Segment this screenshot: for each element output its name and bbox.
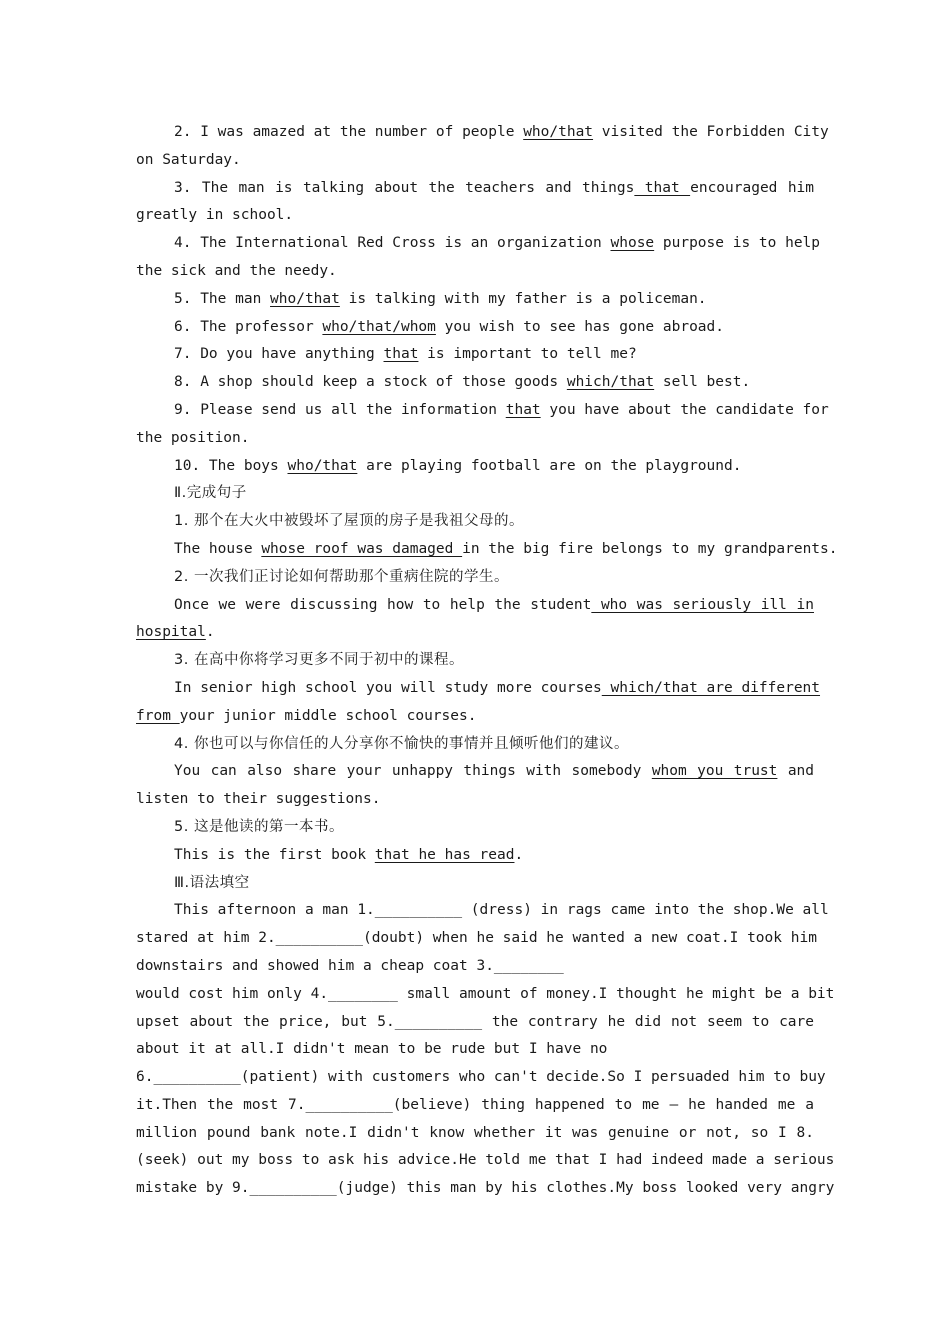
question-text: you wish to see has gone abroad.	[435, 318, 724, 335]
passage-line: million pound bank note.I didn't know whether it was genuine or not, so I 8.	[136, 1124, 814, 1141]
question-text: the sick and the needy.	[136, 262, 337, 279]
question-text: and	[777, 763, 815, 780]
answer-text: whose roof was damaged	[261, 540, 463, 557]
exercise-line	[136, 369, 814, 397]
answer-text: who/that/whom	[322, 318, 436, 335]
chinese-prompt: 2. 一次我们正讨论如何帮助那个重病住院的学生。	[174, 568, 509, 585]
exercise-line	[136, 453, 814, 481]
question-text: 3. The man is talking about the teachers and things	[174, 179, 635, 196]
answer-text: who/that	[523, 124, 594, 140]
section-heading: Ⅲ.语法填空	[174, 874, 250, 891]
exercise-line	[136, 675, 821, 703]
chinese-prompt: 3. 在高中你将学习更多不同于初中的课程。	[174, 652, 464, 669]
passage-line: (seek) out my boss to ask his advice.He told me that I had indeed made a serious	[136, 1152, 835, 1169]
question-text: is talking with my father is a policeman.	[339, 290, 707, 307]
exercise-line	[136, 592, 814, 620]
exercise-line	[136, 536, 838, 564]
question-text: The house	[174, 540, 262, 557]
exercise-line	[136, 230, 821, 258]
question-text: 6. The professor	[174, 318, 323, 335]
chinese-prompt: 5. 这是他读的第一本书。	[174, 818, 344, 835]
answer-text: who was seriously ill in	[591, 596, 814, 613]
answer-text: which/that are different	[601, 679, 821, 696]
question-text: .	[514, 846, 524, 863]
question-text: the position.	[136, 429, 250, 446]
exercise-line	[136, 703, 814, 731]
exercise-line	[136, 147, 814, 175]
question-text: 10. The boys	[174, 457, 288, 474]
exercise-line	[136, 258, 814, 286]
question-text: your junior middle school courses.	[179, 707, 477, 724]
exercise-line	[136, 619, 814, 647]
answer-text: whom you trust	[651, 763, 778, 780]
passage-line: This afternoon a man 1.__________ (dress) in rags came into the shop.We all	[174, 902, 829, 919]
chinese-prompt: 4. 你也可以与你信任的人分享你不愉快的事情并且倾听他们的建议。	[174, 735, 629, 752]
question-text: are playing football are on the playground.	[357, 457, 742, 474]
answer-text: who/that	[270, 290, 340, 307]
answer-text: from	[136, 707, 180, 724]
answer-text: who/that	[287, 457, 358, 474]
section-heading: Ⅱ.完成句子	[174, 485, 247, 502]
question-text: You can also share your unhappy things with somebody	[174, 763, 652, 780]
question-text: 7. Do you have anything	[174, 346, 384, 363]
question-text: in the big fire belongs to my grandparents.	[462, 540, 838, 557]
question-text: 8. A shop should keep a stock of those goods	[174, 374, 567, 391]
answer-text: hospital	[136, 624, 206, 641]
passage-line: about it at all.I didn't mean to be rude but I have no	[136, 1041, 608, 1058]
exercise-line	[136, 314, 814, 342]
question-text: on Saturday.	[136, 151, 241, 168]
question-text: 9. Please send us all the information	[174, 401, 506, 418]
exercise-line	[136, 842, 814, 870]
question-text: sell best.	[654, 374, 751, 391]
exercise-line	[136, 758, 814, 786]
question-text: greatly in school.	[136, 207, 294, 224]
exercise-line	[136, 175, 814, 203]
answer-text: that	[634, 179, 691, 196]
exercise-line	[136, 286, 814, 314]
exercise-line	[136, 341, 814, 369]
answer-text: that he has read	[374, 846, 515, 863]
question-text: 5. The man	[174, 290, 271, 307]
question-text: 2. I was amazed at the number of people	[174, 124, 524, 140]
question-text: .	[205, 624, 215, 641]
passage-line: would cost him only 4.________ small amount of money.I thought he might be a bit	[136, 985, 835, 1002]
passage-line: 6.__________(patient) with customers who can't decide.So I persuaded him to buy	[136, 1069, 826, 1086]
answer-text: which/that	[566, 374, 655, 391]
chinese-prompt: 1. 那个在大火中被毁坏了屋顶的房子是我祖父母的。	[174, 513, 524, 530]
question-text: visited the Forbidden City	[593, 124, 829, 140]
worksheet-page	[136, 119, 838, 1203]
passage-line: stared at him 2.__________(doubt) when he said he wanted a new coat.I took him	[136, 930, 817, 947]
question-text: purpose is to help	[654, 235, 821, 252]
question-text: This is the first book	[174, 846, 375, 863]
question-text: you have about the candidate for	[540, 401, 829, 418]
question-text: listen to their suggestions.	[136, 791, 381, 808]
answer-text: that	[505, 401, 541, 418]
answer-text: that	[383, 346, 419, 363]
passage-line: mistake by 9.__________(judge) this man by his clothes.My boss looked very angry	[136, 1180, 835, 1197]
question-text: 4. The International Red Cross is an organization	[174, 235, 611, 252]
exercise-line	[136, 786, 814, 814]
exercise-line	[136, 202, 814, 230]
question-text: Once we were discussing how to help the student	[174, 596, 592, 613]
passage-line: it.Then the most 7.__________(believe) thing happened to me — he handed me a	[136, 1096, 814, 1113]
question-text: encouraged him	[690, 179, 815, 196]
passage-line: downstairs and showed him a cheap coat 3.________	[136, 957, 564, 974]
passage-line: upset about the price, but 5.__________ the contrary he did not seem to care	[136, 1013, 814, 1030]
question-text: is important to tell me?	[418, 346, 637, 363]
exercise-line	[136, 425, 814, 453]
exercise-line	[136, 119, 829, 147]
exercise-line	[136, 397, 829, 425]
question-text: In senior high school you will study more courses	[174, 679, 602, 696]
answer-text: whose	[610, 235, 655, 252]
